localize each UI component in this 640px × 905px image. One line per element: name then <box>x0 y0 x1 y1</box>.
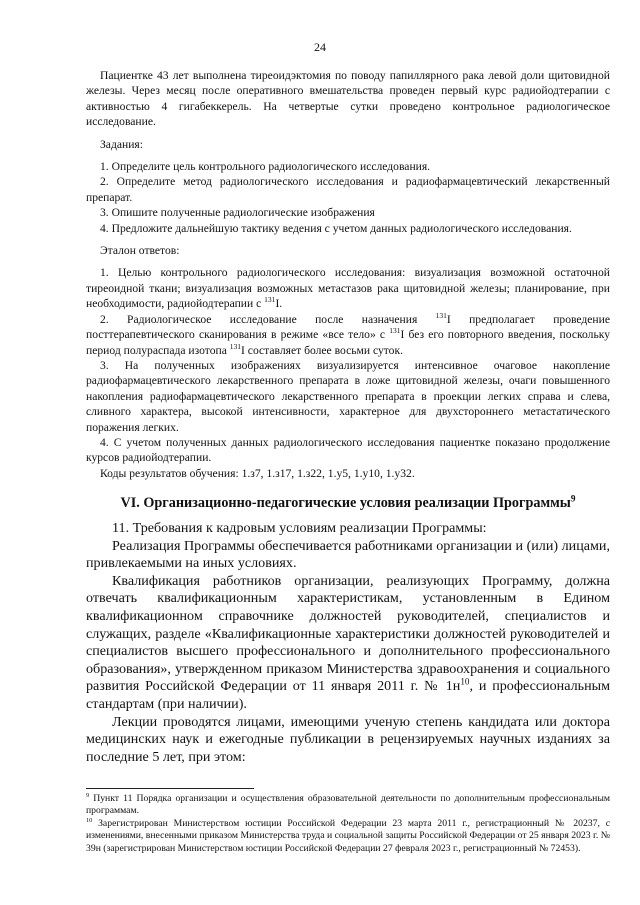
qualification-text-end: , и профессиональным стандартам (при наличии). <box>86 678 610 712</box>
task-1: 1. Определите цель контрольного радиологического исследования. <box>100 160 431 174</box>
paragraph-staff-provision: Реализация Программы обеспечивается работниками организации и (или) лицами, привлекаемыми на иных условиях. <box>86 537 610 572</box>
paragraph-lectures: Лекции проводятся лицами, имеющими ученую степень кандидата или доктора медицинских наук и ежегодные публикации в рецензируемых научных изданиях за последние 5 лет, при этом: <box>86 713 610 765</box>
isotope-mass: 131 <box>229 341 242 351</box>
answer-1-end: I. <box>275 297 283 311</box>
footnote-9 <box>86 793 610 818</box>
answer-4: 4. С учетом полученных данных радиологического исследования пациентке показано продолжение курсов радиойодтерапии. <box>86 435 610 465</box>
answer-3: 3. На полученных изображениях визуализируется интенсивное очаговое накопление радиофармацевтического лекарственного препарата в ложе щитовидной железы, очаги повышенного накопления радиофармацевтического лекарственного препарата в проекции легких справа и слева, сливного характера, высокой интенсивности, характерное для двухстороннего метастатического поражения легких. <box>86 358 610 434</box>
task-3: 3. Опишите полученные радиологические изображения <box>100 206 375 220</box>
answer-2-text-b: I предполагает проведение посттерапевтического сканирования в режиме «все тело» с <box>86 312 610 342</box>
case-intro: Пациентке 43 лет выполнена тиреоидэктомия по поводу папиллярного рака левой доли щитовидной железы. Через месяц после оперативного вмешательства проведен первый курс радиойодтерапии с активностью 4 гигабеккерель. На четвертые сутки проведено контрольное радиологическое исследование. <box>86 69 610 129</box>
footnote-ref-9: 9 <box>570 493 576 504</box>
page-number: 24 <box>314 40 326 54</box>
isotope-mass: 131 <box>264 295 276 305</box>
section-heading <box>86 494 610 512</box>
clinical-case-block <box>86 68 610 481</box>
task-2: 2. Определите метод радиологического исследования и радиофармацевтический лекарственный препарат. <box>86 175 610 204</box>
section-heading-text: VI. Организационно-педагогические условия реализации Программы <box>120 495 571 511</box>
task-4: 4. Предложите дальнейшую тактику ведения с учетом данных радиологического исследования. <box>100 221 572 235</box>
answers-title: Эталон ответов: <box>100 244 180 258</box>
tasks-title: Задания: <box>100 137 143 151</box>
isotope-mass: 131 <box>389 326 401 336</box>
paragraph-qualification <box>86 573 610 714</box>
footnote-divider <box>86 788 254 789</box>
footnote-10-text: Зарегистрирован Министерством юстиции Российской Федерации 23 марта 2011 г., регистрационный № 20237, с изменениями, внесенными приказом Министерства труда и социальной защиты Российской Федерации от 25 января 2023 г. № 39н (зарегистрирован Министерством юстиции Российской Федерации 27 февраля 2023 г., регистрационный № 72453). <box>86 817 610 854</box>
answer-1 <box>86 265 610 311</box>
qualification-text: Квалификация работников организации, реализующих Программу, должна отвечать квалификационным характеристикам, установленным в Едином квалификационном справочнике должностей руководителей, специалистов и служащих, разделе «Квалификационные характеристики должностей руководителей и специалистов высшего профессионального и дополнительного профессионального образования», утвержденном приказом Министерства здравоохранения и социального развития Российской Федерации от 11 января 2011 г. № 1н <box>86 572 610 695</box>
footnotes <box>86 793 610 855</box>
isotope-mass: 131 <box>435 310 447 320</box>
answer-2-text-a: 2. Радиологическое исследование после назначения <box>100 312 436 326</box>
answer-1-text: 1. Целью контрольного радиологического исследования: визуализация возможной остаточной тиреоидной ткани; визуализация возможных метастазов рака щитовидной железы; планирование, при необходимости, радиойодтерапии с <box>86 266 610 311</box>
answer-2-text-d: I составляет более восьми суток. <box>241 343 403 357</box>
footnote-10 <box>86 818 610 855</box>
result-codes: Коды результатов обучения: 1.з7, 1.з17, 1.з22, 1.у5, 1.у10, 1.у32. <box>100 466 415 480</box>
answer-2 <box>86 312 610 358</box>
section-body <box>86 520 610 766</box>
footnote-9-mark: 9 <box>86 791 90 799</box>
footnote-9-text: Пункт 11 Порядка организации и осуществления образовательной деятельности по дополнительным профессиональным программам. <box>86 793 610 817</box>
paragraph-staff-requirements: 11. Требования к кадровым условиям реализации Программы: <box>112 520 487 536</box>
answer-2-text-c: I без его повторного введения, поскольку период полураспада изотопа <box>86 328 610 357</box>
footnote-10-mark: 10 <box>86 816 93 824</box>
footnote-ref-10: 10 <box>460 676 470 687</box>
